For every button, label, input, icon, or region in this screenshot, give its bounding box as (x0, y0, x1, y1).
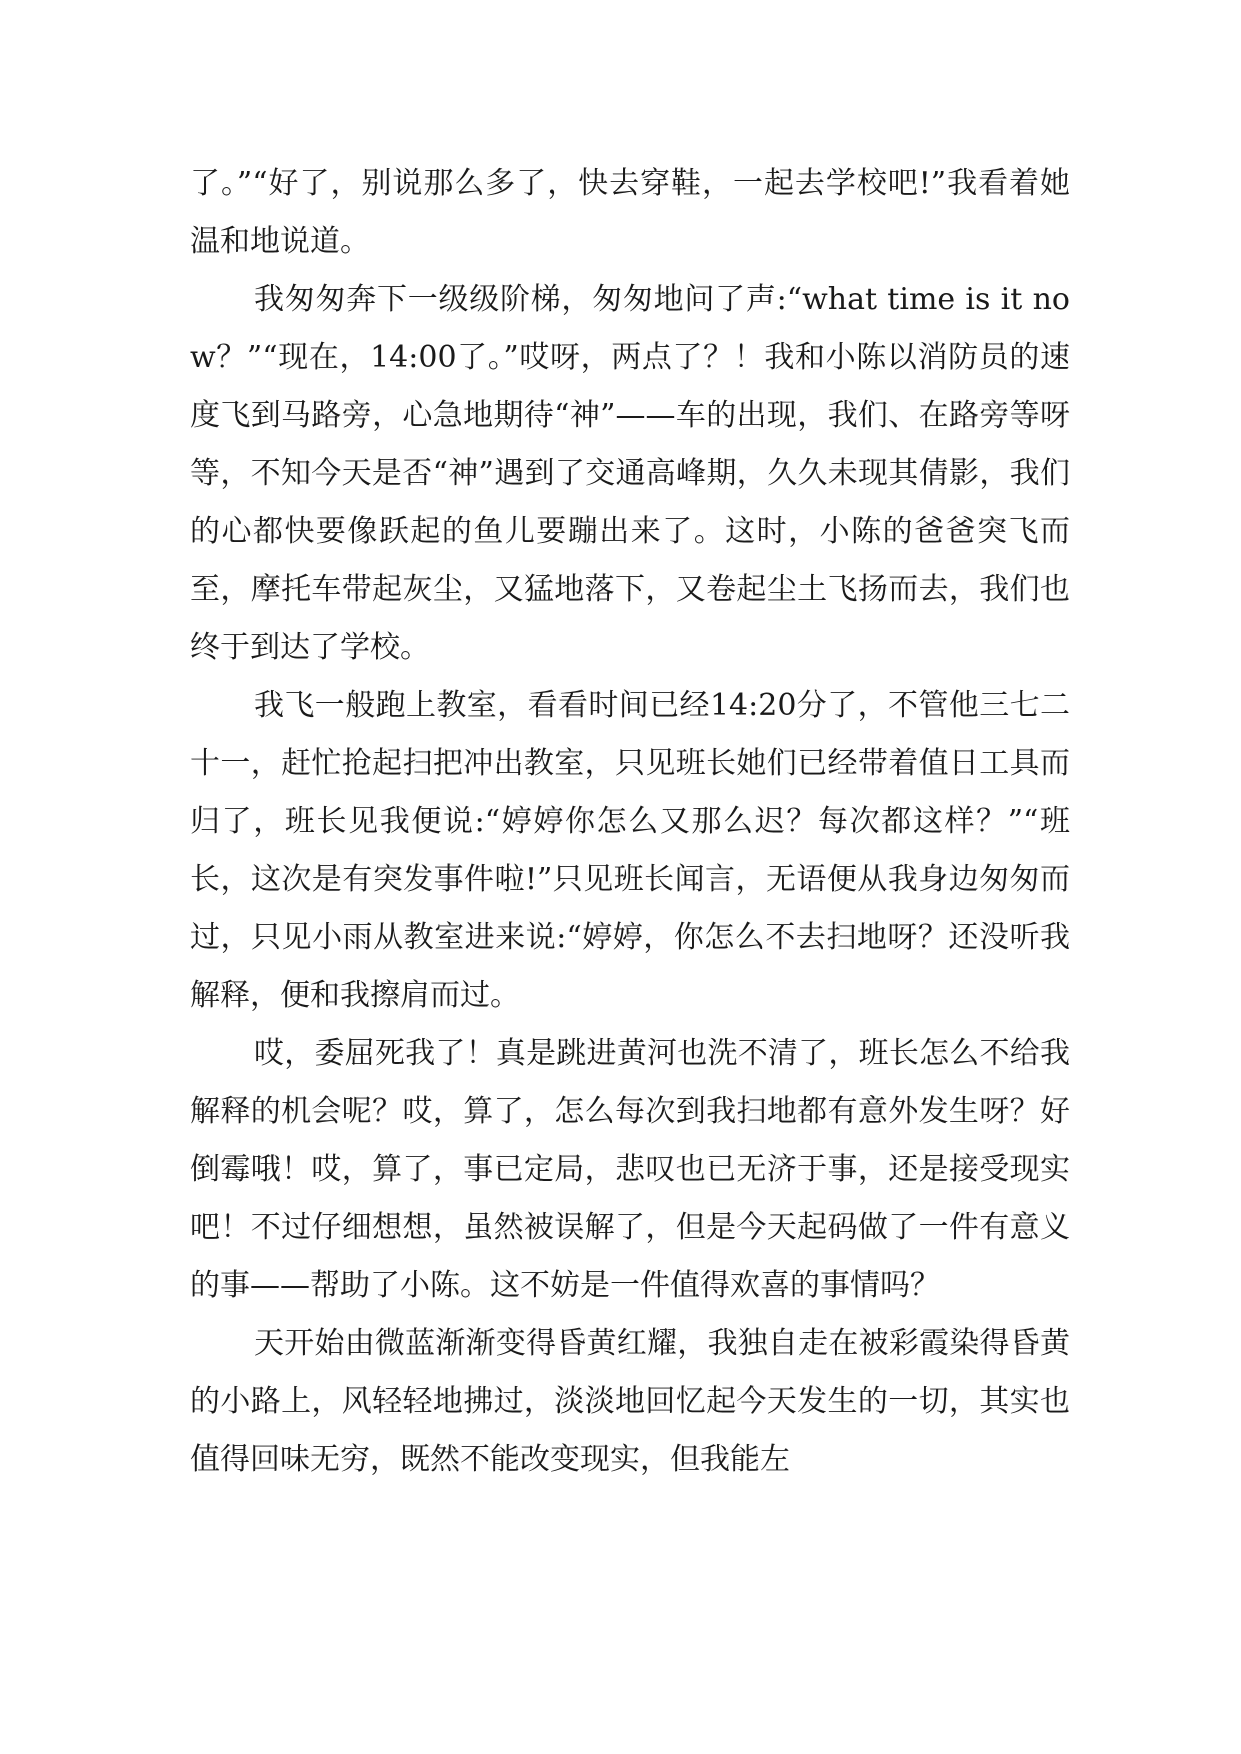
document-body (190, 155, 1070, 1489)
paragraph-2: 我匆匆奔下一级级阶梯，匆匆地问了声:“what time is it now？”“现在，14:00了。”哎呀，两点了？！我和小陈以消防员的速度飞到马路旁，心急地期待“神”——车的出现，我们、在路旁等呀等，不知今天是否“神”遇到了交通高峰期，久久未现其倩影，我们的心都快要像跃起的鱼儿要蹦出来了。这时，小陈的爸爸突飞而至，摩托车带起灰尘，又猛地落下，又卷起尘土飞扬而去，我们也终于到达了学校。 (190, 282, 1070, 665)
paragraph-3: 我飞一般跑上教室，看看时间已经14:20分了，不管他三七二十一，赶忙抢起扫把冲出教室，只见班长她们已经带着值日工具而归了，班长见我便说:“婷婷你怎么又那么迟？每次都这样？”“班长，这次是有突发事件啦!”只见班长闻言，无语便从我身边匆匆而过，只见小雨从教室进来说:“婷婷，你怎么不去扫地呀？还没听我解释，便和我擦肩而过。 (190, 688, 1070, 1013)
paragraph-1: 了。”“好了，别说那么多了，快去穿鞋，一起去学校吧!”我看着她温和地说道。 (190, 166, 1070, 259)
paragraph-4: 哎，委屈死我了！真是跳进黄河也洗不清了，班长怎么不给我解释的机会呢？哎，算了，怎么每次到我扫地都有意外发生呀？好倒霉哦！哎，算了，事已定局，悲叹也已无济于事，还是接受现实吧！不过仔细想想，虽然被误解了，但是今天起码做了一件有意义的事——帮助了小陈。这不妨是一件值得欢喜的事情吗？ (190, 1036, 1070, 1303)
paragraph-5: 天开始由微蓝渐渐变得昏黄红耀，我独自走在被彩霞染得昏黄的小路上，风轻轻地拂过，淡淡地回忆起今天发生的一切，其实也值得回味无穷，既然不能改变现实，但我能左 (190, 1326, 1070, 1477)
